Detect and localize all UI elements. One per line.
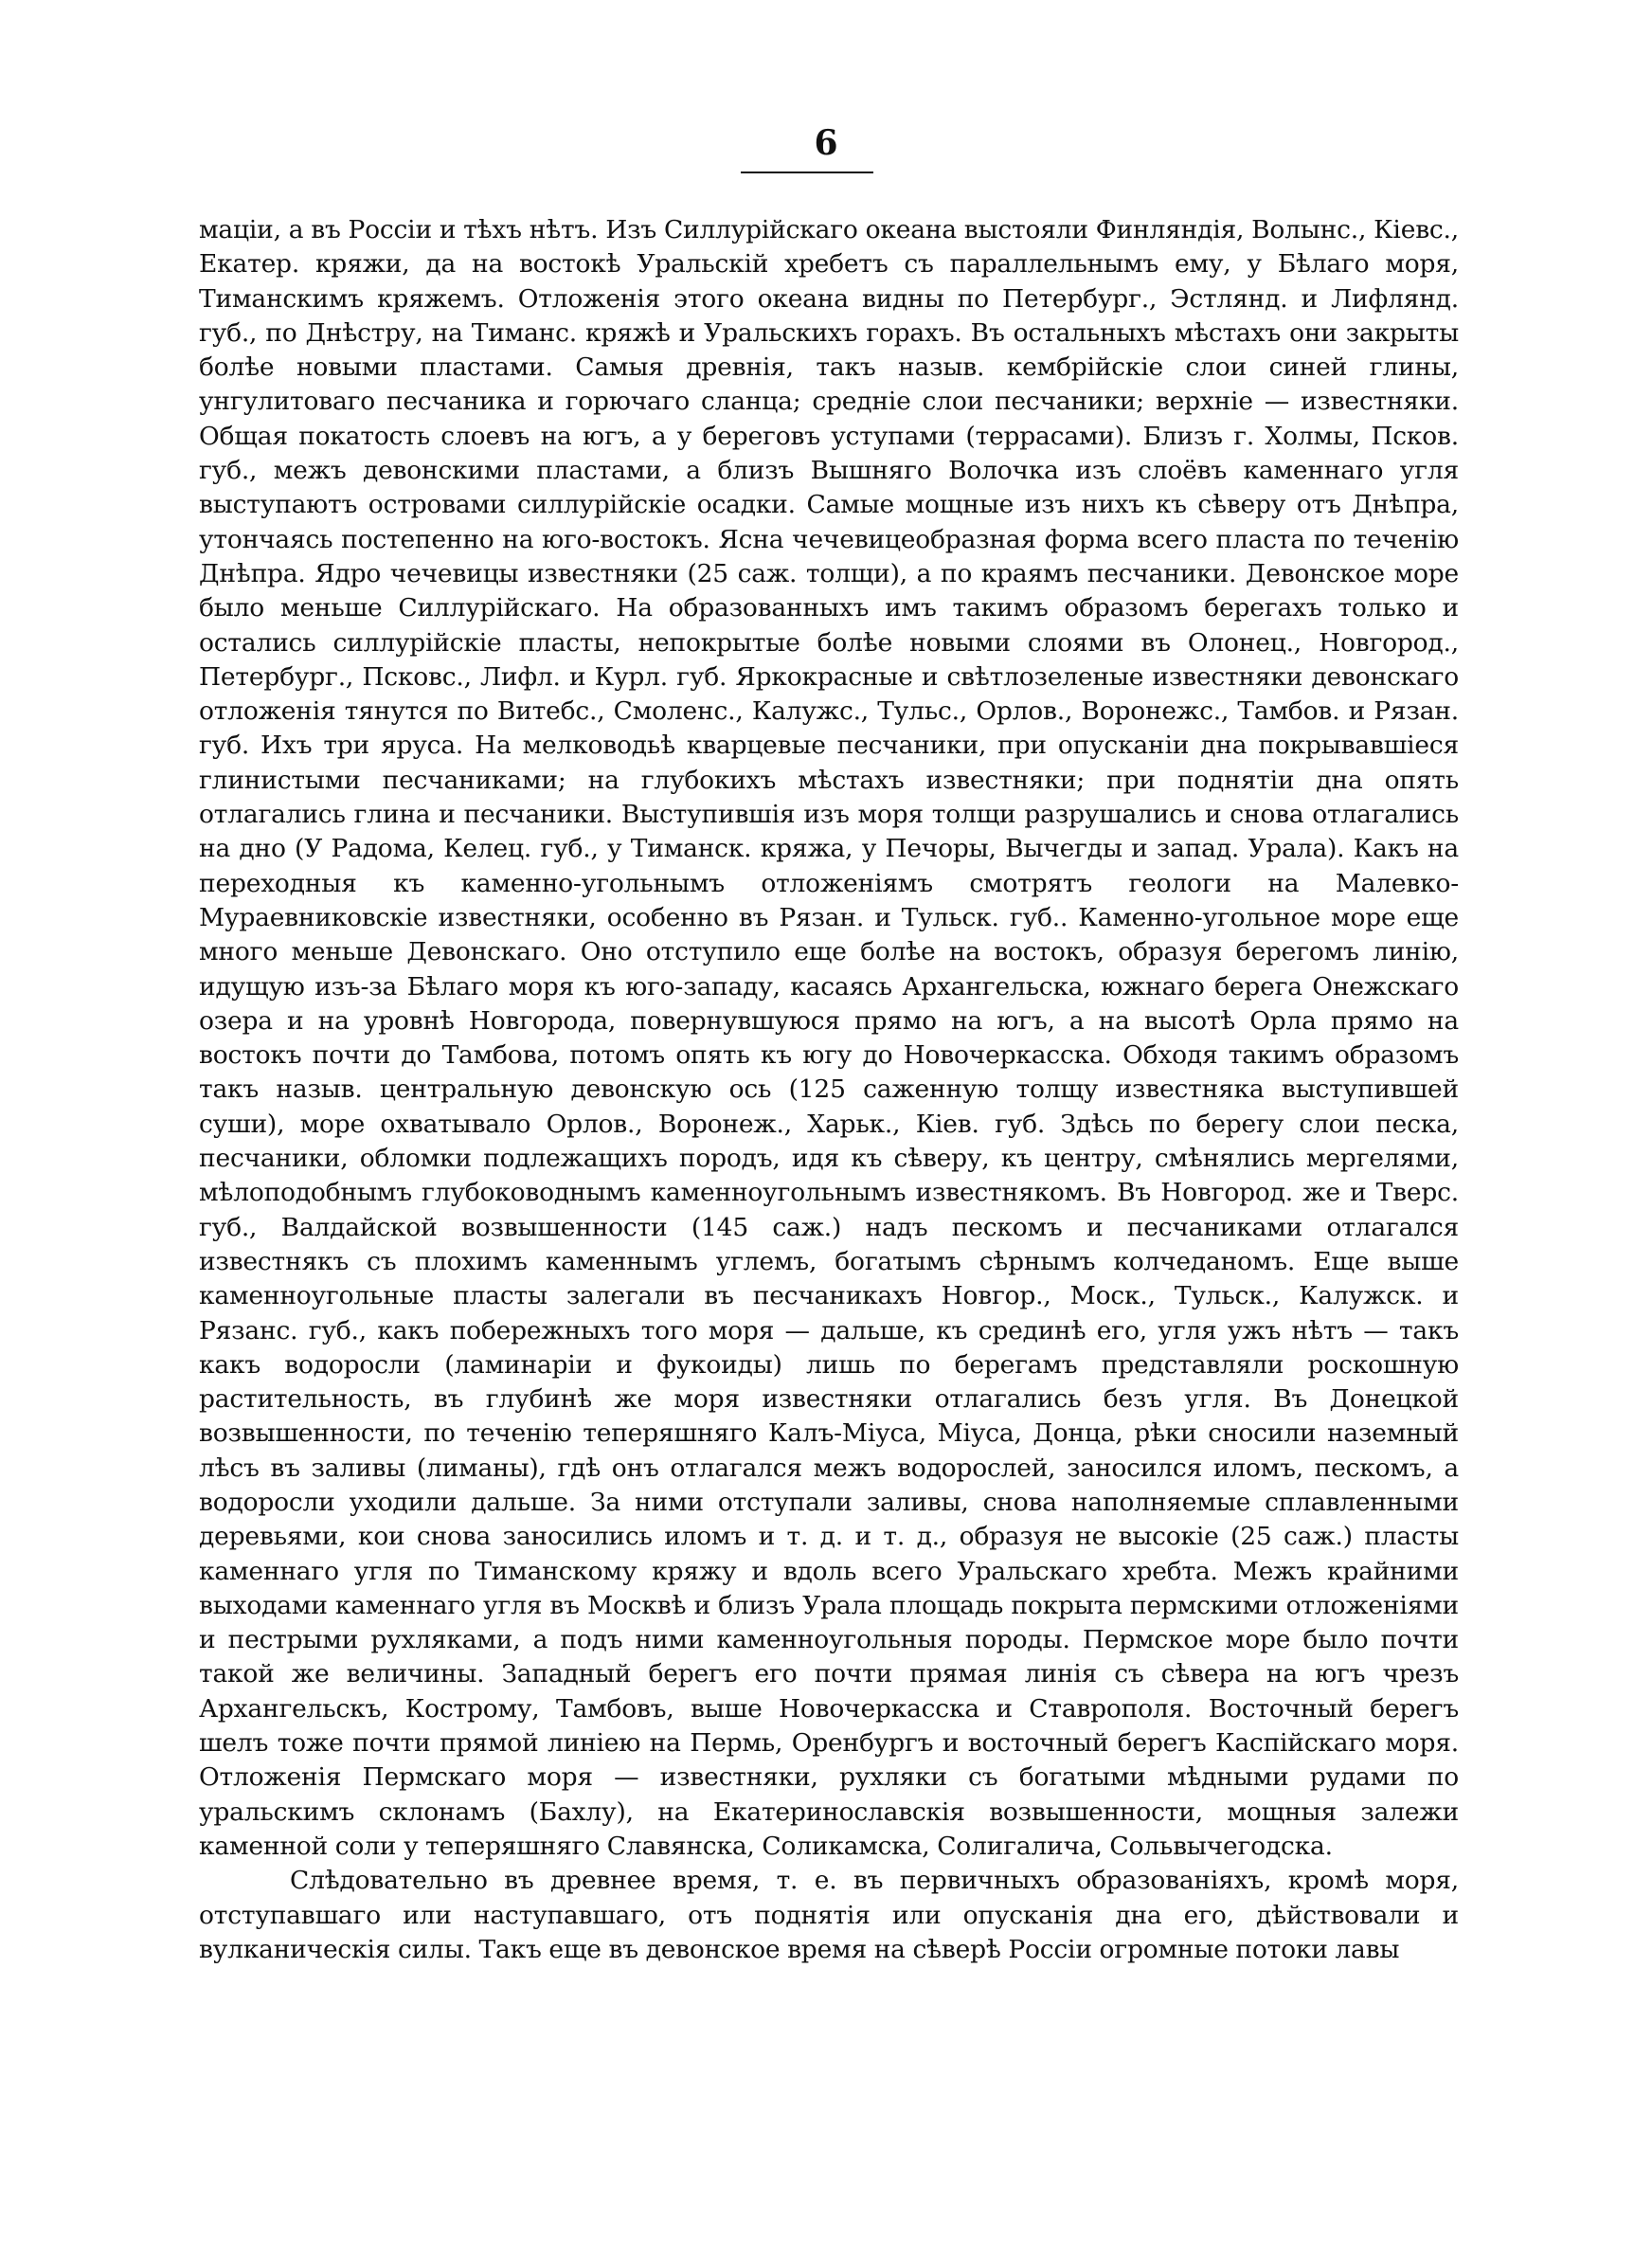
body-text (199, 213, 1459, 1967)
paragraph: Слѣдовательно въ древнее время, т. е. въ первичныхъ образованіяхъ, кромѣ моря, отступавшаго или наступавшаго, отъ поднятія или опусканія дна его, дѣйствовали и вулканическія силы. Такъ еще въ девонское время на сѣверѣ Россіи огромные потоки лавы (199, 1866, 1459, 1964)
paragraph: маціи, а въ Россіи и тѣхъ нѣтъ. Изъ Силлурійскаго океана выстояли Финляндія, Волынс., Кіевс., Екатер. кряжи, да на востокѣ Уральскій хребетъ съ параллельнымъ ему, у Бѣлаго моря, Тиманскимъ кряжемъ. Отложенія этого океана видны по Петербург., Эстлянд. и Лифлянд. губ., по Днѣстру, на Тиманс. кряжѣ и Уральскихъ горахъ. Въ остальныхъ мѣстахъ они закрыты болѣе новыми пластами. Самыя древнія, такъ назыв. кембрійскіе слои синей глины, унгулитоваго песчаника и горючаго сланца; средніе слои песчаники; верхніе — известняки. Общая покатость слоевъ на югъ, а у береговъ уступами (террасами). Близъ г. Холмы, Псков. губ., межъ девонскими пластами, а близъ Вышняго Волочка изъ слоёвъ каменнаго угля выступаютъ островами силлурійскіе осадки. Самые мощные изъ нихъ къ сѣверу отъ Днѣпра, утончаясь постепенно на юго-востокъ. Ясна чечевицеобразная форма всего пласта по теченію Днѣпра. Ядро чечевицы известняки (25 саж. толщи), а по краямъ песчаники. Девонское море было меньше Силлурійскаго. На образованныхъ имъ такимъ образомъ берегахъ только и остались силлурійскіе пласты, непокрытые болѣе новыми слоями въ Олонец., Новгород., Петербург., Псковс., Лифл. и Курл. губ. Яркокрасные и свѣтлозеленые известняки девонскаго отложенія тянутся по Витебс., Смоленс., Калужс., Тульс., Орлов., Воронежс., Тамбов. и Рязан. губ. Ихъ три яруса. На мелководьѣ кварцевые песчаники, при опусканіи дна покрывавшіеся глинистыми песчаниками; на глубокихъ мѣстахъ известняки; при поднятіи дна опять отлагались глина и песчаники. Выступившія изъ моря толщи разрушались и снова отлагались на дно (У Радома, Келец. губ., у Тиманск. кряжа, у Печоры, Вычегды и запад. Урала). Какъ на переходныя къ каменно-угольнымъ отложеніямъ смотрятъ геологи на Малевко-Мураевниковскіе известняки, особенно въ Рязан. и Тульск. губ.. Каменно-угольное море еще много меньше Девонскаго. Оно отступило еще болѣе на востокъ, образуя берегомъ линію, идущую изъ-за Бѣлаго моря къ юго-западу, касаясь Архангельска, южнаго берега Онежскаго озера и на уровнѣ Новгорода, повернувшуюся прямо на югъ, а на высотѣ Орла прямо на востокъ почти до Тамбова, потомъ опять къ югу до Новочеркасска. Обходя такимъ образомъ такъ назыв. центральную девонскую ось (125 саженную толщу известняка выступившей суши), море охватывало Орлов., Воронеж., Харьк., Кіев. губ. Здѣсь по берегу слои песка, песчаники, обломки подлежащихъ породъ, идя къ сѣверу, къ центру, смѣнялись мергелями, мѣлоподобнымъ глубоководнымъ каменноугольнымъ известнякомъ. Въ Новгород. же и Тверс. губ., Валдайской возвышенности (145 саж.) надъ пескомъ и песчаниками отлагался известнякъ съ плохимъ каменнымъ углемъ, богатымъ сѣрнымъ колчеданомъ. Еще выше каменноугольные пласты залегали въ песчаникахъ Новгор., Моск., Тульск., Калужск. и Рязанс. губ., какъ побережныхъ того моря — дальше, къ срединѣ его, угля ужъ нѣтъ — такъ какъ водоросли (ламинаріи и фукоиды) лишь по берегамъ представляли роскошную растительность, въ глубинѣ же моря известняки отлагались безъ угля. Въ Донецкой возвышенности, по теченію теперяшняго Калъ-Міуса, Міуса, Донца, рѣки сносили наземный лѣсъ въ заливы (лиманы), гдѣ онъ отлагался межъ водорослей, заносился иломъ, пескомъ, а водоросли уходили дальше. За ними отступали заливы, снова наполняемые сплавленными деревьями, кои снова заносились иломъ и т. д. и т. д., образуя не высокіе (25 саж.) пласты каменнаго угля по Тиманскому кряжу и вдоль всего Уральскаго хребта. Межъ крайними выходами каменнаго угля въ Москвѣ и близъ Урала площадь покрыта пермскими отложеніями и пестрыми рухляками, а подъ ними каменноугольныя породы. Пермское море было почти такой же величины. Западный берегъ его почти прямая линія съ сѣвера на югъ чрезъ Архангельскъ, Кострому, Тамбовъ, выше Новочеркасска и Ставрополя. Восточный берегъ шелъ тоже почти прямой линіею на Пермь, Оренбургъ и восточный берегъ Каспійскаго моря. Отложенія Пермскаго моря — известняки, рухляки съ богатыми мѣдными рудами по уральскимъ склонамъ (Бахлу), на Екатеринославскія возвышенности, мощныя залежи каменной соли у теперяшняго Славянска, Соликамска, Солигалича, Сольвычегодска. (199, 215, 1459, 1861)
page-number: 6 (814, 123, 838, 163)
page-number-rule (741, 172, 873, 173)
